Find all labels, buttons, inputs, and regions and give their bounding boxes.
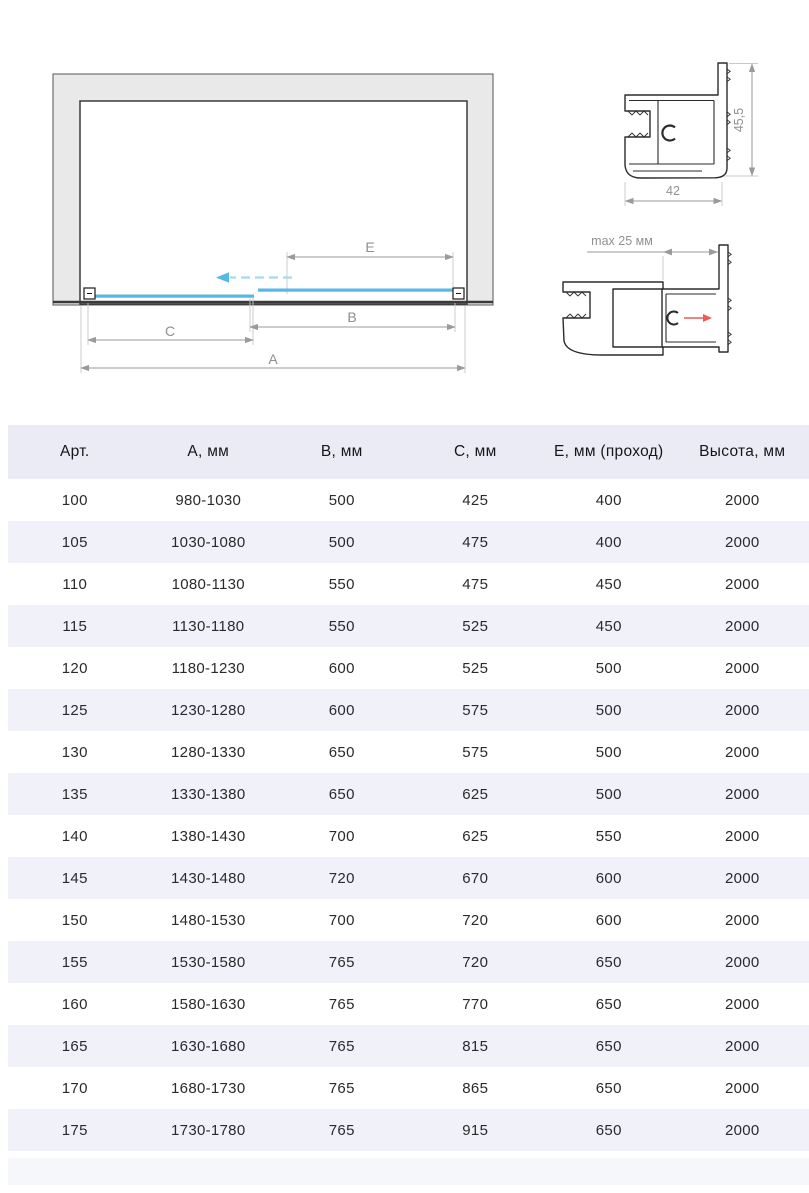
table-cell: 115 <box>8 605 142 647</box>
table-row <box>8 689 809 731</box>
dim-label-width: 42 <box>666 184 680 198</box>
table-row <box>8 731 809 773</box>
table-cell: 2000 <box>676 941 809 983</box>
table-cell: 425 <box>409 479 543 521</box>
table-cell: 1030-1080 <box>142 521 276 563</box>
wall-profile-outline <box>563 282 663 355</box>
column-header-e: Е, мм (проход) <box>542 425 676 479</box>
table-cell: 2000 <box>676 773 809 815</box>
table-row <box>8 983 809 1025</box>
size-table-body <box>8 479 809 1193</box>
table-cell: 1080-1130 <box>142 563 276 605</box>
table-cell: 770 <box>409 983 543 1025</box>
table-cell: 170 <box>8 1067 142 1109</box>
dim-label-adjustment: max 25 мм <box>591 234 653 248</box>
table-cell: 600 <box>542 899 676 941</box>
table-cell: 550 <box>542 815 676 857</box>
table-cell: 650 <box>542 1025 676 1067</box>
table-cell: 720 <box>409 899 543 941</box>
table-cell: 2000 <box>676 899 809 941</box>
table-cell: 625 <box>409 773 543 815</box>
profile-outline <box>625 63 727 178</box>
table-cell: 525 <box>409 647 543 689</box>
table-cell: 475 <box>409 563 543 605</box>
elevation-drawing <box>53 74 493 373</box>
left-bracket <box>84 288 95 299</box>
dim-label-c: C <box>165 323 175 339</box>
column-header-c: С, мм <box>409 425 543 479</box>
table-cell: 2000 <box>676 1067 809 1109</box>
table-cell: 915 <box>409 1109 543 1151</box>
table-row <box>8 605 809 647</box>
table-cell: 100 <box>8 479 142 521</box>
table-cell: 155 <box>8 941 142 983</box>
table-cell: 1380-1430 <box>142 815 276 857</box>
table-cell: 120 <box>8 647 142 689</box>
table-cell: 160 <box>8 983 142 1025</box>
table-cell: 1630-1680 <box>142 1025 276 1067</box>
table-cell: 765 <box>275 941 409 983</box>
door-opening <box>80 101 467 304</box>
column-header-a: А, мм <box>142 425 276 479</box>
table-cell: 650 <box>542 941 676 983</box>
table-cell: 1480-1530 <box>142 899 276 941</box>
table-cell: 500 <box>542 689 676 731</box>
table-cell: 2000 <box>676 479 809 521</box>
table-row <box>8 1109 809 1151</box>
table-cell: 2000 <box>676 983 809 1025</box>
table-cell: 2000 <box>676 563 809 605</box>
profile-section-front <box>625 63 758 206</box>
table-cell: 720 <box>409 941 543 983</box>
table-cell: 600 <box>542 857 676 899</box>
table-cell: 125 <box>8 689 142 731</box>
table-cell: 2000 <box>676 1025 809 1067</box>
table-row <box>8 521 809 563</box>
table-cell: 2000 <box>676 647 809 689</box>
table-cell: 650 <box>275 773 409 815</box>
table-row <box>8 941 809 983</box>
table-cell: 1730-1780 <box>142 1109 276 1151</box>
table-cell: 1430-1480 <box>142 857 276 899</box>
table-cell: 450 <box>542 563 676 605</box>
table-cell: 650 <box>542 1067 676 1109</box>
table-cell: 700 <box>275 815 409 857</box>
table-cell: 1230-1280 <box>142 689 276 731</box>
table-row <box>8 773 809 815</box>
dim-label-e: E <box>365 239 374 255</box>
table-cell: 150 <box>8 899 142 941</box>
column-header-height: Высота, мм <box>676 425 809 479</box>
table-cell: 980-1030 <box>142 479 276 521</box>
table-cell: 815 <box>409 1025 543 1067</box>
table-cell: 2000 <box>676 689 809 731</box>
table-cell: 145 <box>8 857 142 899</box>
table-cell: 2000 <box>676 731 809 773</box>
table-cell: 110 <box>8 563 142 605</box>
table-cell: 1130-1180 <box>142 605 276 647</box>
profile-section-top <box>563 234 731 355</box>
table-cell: 525 <box>409 605 543 647</box>
table-cell: 1280-1330 <box>142 731 276 773</box>
technical-diagram <box>0 0 809 420</box>
table-cell: 2000 <box>676 1109 809 1151</box>
dim-label-a: A <box>268 351 278 367</box>
table-cell: 2000 <box>676 857 809 899</box>
size-table <box>8 425 809 1193</box>
table-cell: 2000 <box>676 815 809 857</box>
table-cell: 765 <box>275 983 409 1025</box>
fixed-glass-panel <box>258 289 456 292</box>
table-cell: 650 <box>542 1109 676 1151</box>
dim-label-b: B <box>347 309 356 325</box>
table-cell: 1580-1630 <box>142 983 276 1025</box>
table-cell: 400 <box>542 521 676 563</box>
table-cell: 765 <box>275 1025 409 1067</box>
table-cell: 500 <box>275 521 409 563</box>
table-row <box>8 647 809 689</box>
table-cell: 1680-1730 <box>142 1067 276 1109</box>
table-cell: 720 <box>275 857 409 899</box>
table-cell: 500 <box>542 731 676 773</box>
size-table-header <box>8 425 809 479</box>
table-cell: 175 <box>8 1109 142 1151</box>
table-cell: 625 <box>409 815 543 857</box>
table-cell: 865 <box>409 1067 543 1109</box>
table-cell: 575 <box>409 689 543 731</box>
sliding-glass-panel <box>88 295 254 298</box>
table-cell: 140 <box>8 815 142 857</box>
table-cell: 1330-1380 <box>142 773 276 815</box>
table-cell: 550 <box>275 563 409 605</box>
table-cell: 2000 <box>676 605 809 647</box>
table-cell: 650 <box>275 731 409 773</box>
table-row <box>8 857 809 899</box>
table-cell: 475 <box>409 521 543 563</box>
table-tail-stripe <box>8 1158 809 1185</box>
table-cell: 600 <box>275 689 409 731</box>
table-row <box>8 563 809 605</box>
extension-profile-outline <box>662 245 728 352</box>
table-cell: 670 <box>409 857 543 899</box>
table-row <box>8 479 809 521</box>
table-cell: 165 <box>8 1025 142 1067</box>
table-cell: 500 <box>542 647 676 689</box>
table-cell: 1530-1580 <box>142 941 276 983</box>
table-cell: 765 <box>275 1109 409 1151</box>
column-header-b: В, мм <box>275 425 409 479</box>
table-cell: 575 <box>409 731 543 773</box>
table-row <box>8 815 809 857</box>
table-cell: 450 <box>542 605 676 647</box>
table-cell: 600 <box>275 647 409 689</box>
table-cell: 500 <box>542 773 676 815</box>
table-row <box>8 1025 809 1067</box>
table-cell: 500 <box>275 479 409 521</box>
column-header-art: Арт. <box>8 425 142 479</box>
table-cell: 400 <box>542 479 676 521</box>
table-row <box>8 899 809 941</box>
table-cell: 130 <box>8 731 142 773</box>
table-cell: 1180-1230 <box>142 647 276 689</box>
table-row <box>8 1067 809 1109</box>
table-cell: 135 <box>8 773 142 815</box>
table-cell: 2000 <box>676 521 809 563</box>
table-cell: 550 <box>275 605 409 647</box>
table-cell: 650 <box>542 983 676 1025</box>
table-cell: 765 <box>275 1067 409 1109</box>
dim-label-height: 45,5 <box>732 108 746 132</box>
table-cell: 105 <box>8 521 142 563</box>
right-bracket <box>453 288 464 299</box>
table-cell: 700 <box>275 899 409 941</box>
